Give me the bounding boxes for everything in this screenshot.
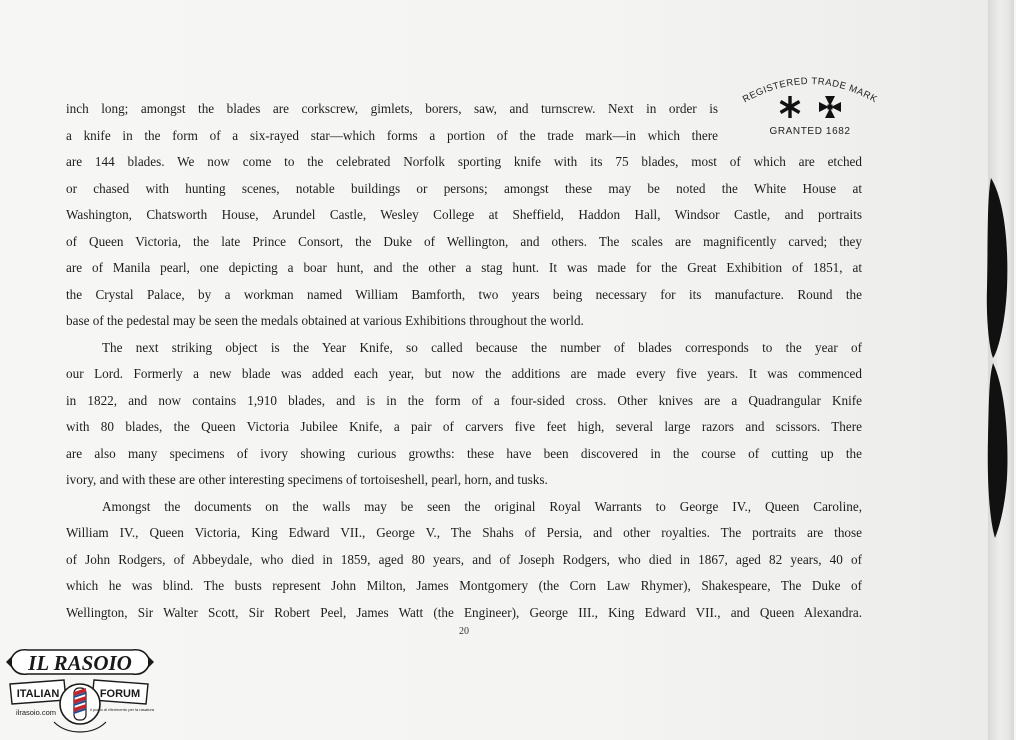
il-rasoio-watermark-logo — [4, 640, 156, 738]
text-line: Amongst the documents on the walls may be seen the original Royal Warrants to George IV., Queen Caroline, — [102, 498, 862, 514]
text-line: the Crystal Palace, by a workman named William Bamforth, two years being necessary for its manufacture. Round the — [66, 286, 862, 302]
binder-clip-shadow — [983, 178, 1016, 538]
text-line: base of the pedestal may be seen the medals obtained at various Exhibitions throughout the world. — [66, 313, 584, 328]
text-line: in 1822, and now contains 1,910 blades, and is in the form of a four-sided cross. Other knives are a Quadrangular Knife — [66, 392, 862, 408]
trademark-granted: GRANTED 1682 — [769, 126, 851, 137]
text-line: Washington, Chatsworth House, Arundel Castle, Wesley College at Sheffield, Haddon Hall, Windsor Castle, and portraits — [66, 207, 862, 222]
text-line: inch long; amongst the blades are corkscrew, gimlets, borers, saw, and turnscrew. Next in order is — [66, 101, 718, 116]
body-text — [66, 96, 862, 626]
text-line: Wellington, Sir Walter Scott, Sir Robert Peel, James Watt (the Engineer), George III., King Edward VII., and Queen Alexandra. — [66, 604, 862, 620]
text-line: with 80 blades, the Queen Victoria Jubilee Knife, a pair of carvers five feet high, several large razors and scissors. There — [66, 419, 862, 434]
text-line: our Lord. Formerly a new blade was added each year, but now the additions are made every five years. It was commenced — [66, 366, 862, 381]
text-line: are 144 blades. We now come to the celebrated Norfolk sporting knife with its 75 blades, most of which are etched — [66, 154, 862, 169]
text-line: are also many specimens of ivory showing curious growths: these have been discovered in the course of cutting up the — [66, 445, 862, 461]
text-line: of John Rodgers, of Abbeydale, who died in 1859, aged 80 years, and of Joseph Rodgers, who died in 1867, aged 82 years, 40 of — [66, 551, 862, 567]
text-line: a knife in the form of a six-rayed star—which forms a portion of the trade mark—in which there — [66, 127, 718, 143]
logo-site: ilrasoio.com — [15, 708, 57, 717]
text-line: are of Manila pearl, one depicting a boar hunt, and the other a stag hunt. It was made for the Great Exhibition of 1851, at — [66, 260, 862, 275]
logo-title: IL RASOIO — [28, 651, 132, 675]
text-line: William IV., Queen Victoria, King Edward VII., George V., The Shahs of Persia, and other royalties. The portraits are those — [66, 525, 862, 540]
text-line: of Queen Victoria, the late Prince Consort, the Duke of Wellington, and others. The scales are magnificently carved; they — [66, 233, 862, 249]
text-line: The next striking object is the Year Knife, so called because the number of blades corresponds to the year of — [102, 339, 862, 355]
page-number: 20 — [459, 626, 469, 637]
trademark-arc-text: REGISTERED TRADE MARK — [740, 75, 880, 106]
text-line: which he was blind. The busts represent John Milton, James Montgomery (the Corn Law Rhymer), Shakespeare, The Duke of — [66, 578, 862, 593]
logo-left-banner: ITALIAN — [16, 688, 60, 700]
text-line: ivory, and with these are other interesting specimens of tortoiseshell, pearl, horn, and tusks. — [66, 472, 548, 487]
logo-tagline: il punto di riferimento per la rasatura — [89, 707, 155, 712]
logo-right-banner: FORUM — [99, 688, 141, 700]
text-line: or chased with hunting scenes, notable buildings or persons; amongst these may be noted the White House at — [66, 180, 862, 196]
